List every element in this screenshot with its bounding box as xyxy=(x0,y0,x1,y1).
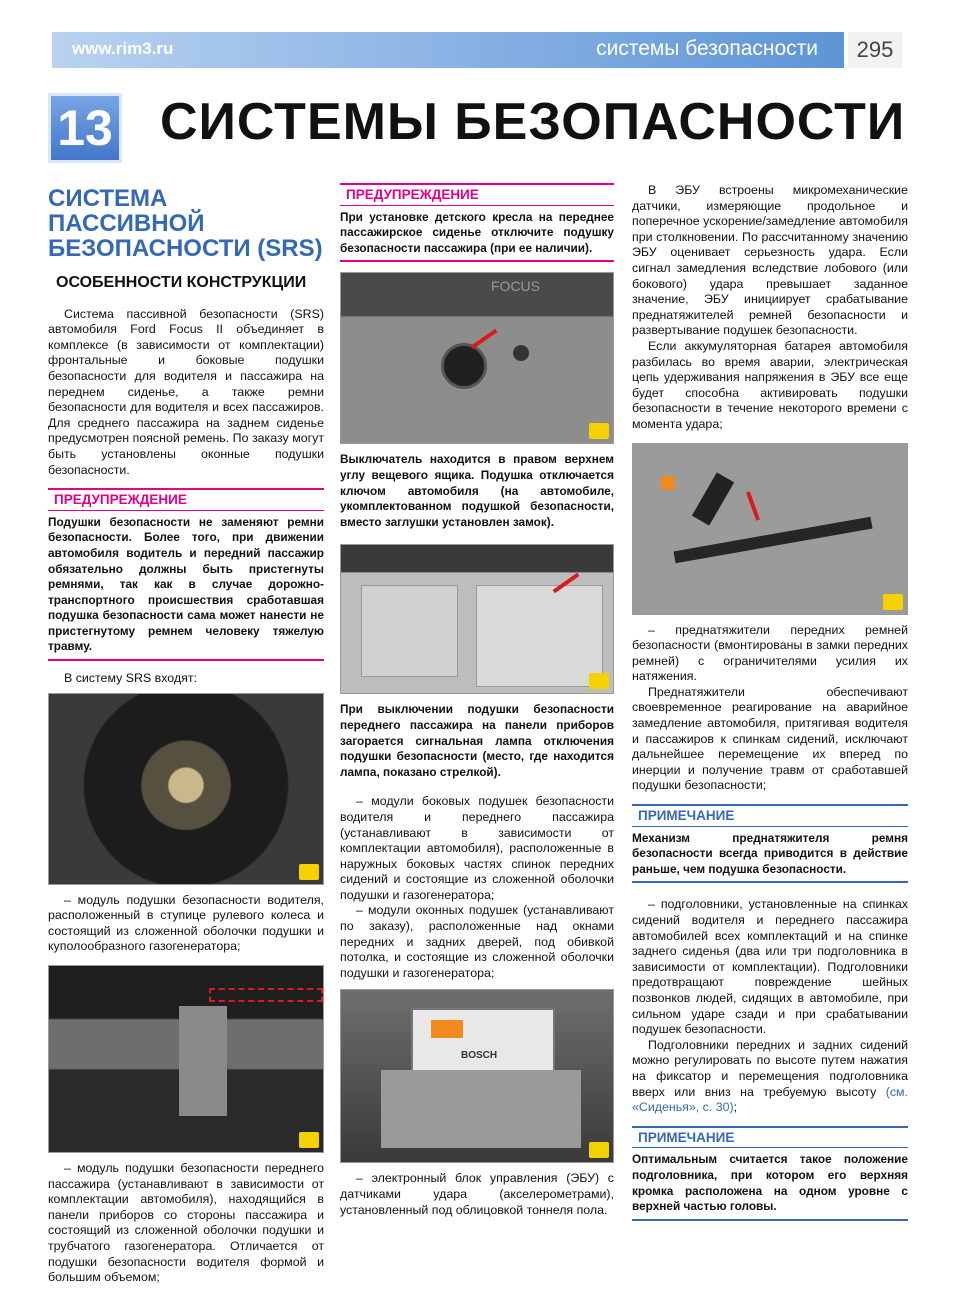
text-side-airbags: – модули боковых подушек безопасности водителя и переднего пассажира (устанавливают в зависимости от комплектации автомобиля), расположенные в наружных боковых частях спинок передних сидений и состоящие из сложенной оболочки подушки и газогенератора; xyxy=(340,794,614,902)
punctuation: ; xyxy=(733,1100,738,1115)
chapter-number-box xyxy=(48,93,122,163)
note-text: Оптимальным считается такое положение подголовника, при котором его верхняя кромка расположена на одном уровне с верхней частью головы. xyxy=(632,1152,908,1214)
photo-badge-icon xyxy=(299,864,319,880)
warning-box xyxy=(48,488,324,661)
text-window-airbags: – модули оконных подушек (устанавливают по заказу), расположенные над окнами передних и задних дверей, под обивкой потолка, и состоящие из сложенной оболочки подушки и газогенератора; xyxy=(340,903,614,980)
note-label: ПРИМЕЧАНИЕ xyxy=(632,1128,908,1149)
photo-badge-icon xyxy=(589,423,609,439)
red-arrow-icon xyxy=(746,491,760,521)
note-label: ПРИМЕЧАНИЕ xyxy=(632,806,908,827)
photo-logo-label: FOCUS xyxy=(491,278,540,295)
chapter-number: 13 xyxy=(57,100,113,156)
column-1 xyxy=(48,186,324,1286)
warning-text: Подушки безопасности не заменяют ремни безопасности. Более того, при движении автомобиля водитель и передний пассажир обязательно должны быть пристегнуты ремнями, так как в случае дорожно-транспортного происшествия сработавшая подушка безопасности сама может нанести не пристегнутому ремнем человеку тяжелую травму. xyxy=(48,514,324,654)
section-heading: СИСТЕМА ПАССИВНОЙ БЕЗОПАСНОСТИ (SRS) xyxy=(48,185,323,262)
photo-badge-icon xyxy=(589,1142,609,1158)
item-driver-airbag: – модуль подушки безопасности водителя, расположенный в ступице рулевого колеса и состоящий из сложенной оболочки подушки и куполообразного газогенератора; xyxy=(48,892,324,954)
site-url: www.rim3.ru xyxy=(72,39,174,58)
paragraph-battery: Если аккумуляторная батарея автомобиля разбилась во время аварии, электрическая цепь удерживания напряжения в ЭБУ все еще будет способна активировать подушки безопасности в течение некоторого времени с момента удара; xyxy=(632,338,908,431)
warning-label: ПРЕДУПРЕЖДЕНИЕ xyxy=(48,490,324,511)
note-text: Механизм преднатяжителя ремня безопасности всегда приводится в действие раньше, чем подушка безопасности. xyxy=(632,830,908,876)
column-3 xyxy=(632,183,908,1231)
paragraph-pretensioner-effect: Преднатяжители обеспечивают своевременное реагирование на аварийное замедление автомобиля, притягивая водителя и пассажиров к спинкам сидений, исключают дальнейшее перемещение их вперед по инерции и получение травм от сработавшей подушки безопасности; xyxy=(632,684,908,793)
dashboard-lamp-photo xyxy=(340,544,614,694)
column-2 xyxy=(340,183,614,1218)
text-ecu: – электронный блок управления (ЭБУ) с датчиками удара (акселерометрами), установленный под облицовкой тоннеля пола. xyxy=(340,1171,614,1217)
warning-label: ПРЕДУПРЕЖДЕНИЕ xyxy=(340,185,614,206)
ecu-photo xyxy=(340,989,614,1163)
section-title: системы безопасности xyxy=(596,37,818,60)
ecu-label: BOSCH xyxy=(461,1050,498,1062)
seatbelt-pretensioner-photo xyxy=(632,443,908,615)
dashboard-photo xyxy=(48,965,324,1153)
paragraph-headrest-adjust xyxy=(632,1038,908,1116)
srs-intro: В систему SRS входят: xyxy=(64,671,197,686)
photo-badge-icon xyxy=(299,1132,319,1148)
warning-text: При установке детского кресла на переднее пассажирское сиденье отключите подушку безопасности пассажира (при ее наличии). xyxy=(340,209,614,255)
note-box-1 xyxy=(632,804,908,883)
subheading: ОСОБЕННОСТИ КОНСТРУКЦИИ xyxy=(56,274,307,291)
chapter-title: СИСТЕМЫ БЕЗОПАСНОСТИ xyxy=(160,93,906,151)
page-header xyxy=(52,32,844,68)
headrest-adjust-text: Подголовники передних и задних сидений можно регулировать по высоте путем нажатия на фиксатор и перемещения подголовника вверх или вниз на требуемую высоту xyxy=(632,1037,908,1099)
red-arrow-icon xyxy=(471,329,498,349)
warning-box-2 xyxy=(340,183,614,262)
intro-paragraph: Система пассивной безопасности (SRS) автомобиля Ford Focus II объединяет в комплексе (в зависимости от комплектации) фронтальные и боковые подушки безопасности для водителя и пассажира на переднем сиденье, а также ремни безопасности для водителя и всех пассажиров. Для среднего пассажира на заднем сиденье предусмотрен поясной ремень. По заказу могут быть установлены оконные подушки безопасности. xyxy=(48,306,324,477)
glovebox-switch-photo xyxy=(340,272,614,444)
paragraph-pretensioners: – преднатяжители передних ремней безопасности (вмонтированы в замки передних ремней) с ограничителями усилия их натяжения. xyxy=(632,622,908,684)
paragraph-headrests: – подголовники, установленные на спинках сидений водителя и переднего пассажира автомобилей всех комплектаций и на спинке заднего сиденья (два или три подголовника в зависимости от комплектации). Подголовники предотвращают повреждение шейных позвонков людей, сидящих в автомобиле, при сильном ударе сзади и при срабатывании подушек безопасности. xyxy=(632,897,908,1037)
page-number: 295 xyxy=(848,32,902,68)
item-passenger-airbag: – модуль подушки безопасности переднего пассажира (устанавливают в зависимости от комплектации автомобиля), находящийся в панели приборов со стороны пассажира и состоящий из сложенной оболочки подушки и трубчатого газогенератора. Отличается от подушки безопасности водителя формой и большим объемом; xyxy=(48,1161,324,1285)
paragraph-ecu-sensors: В ЭБУ встроены микромеханические датчики, измеряющие продольное и поперечное ускорение/замедление автомобиля при столкновении. По рассчитанному значению ЭБУ оценивает серьезность удара. Если сигнал замедления вследствие лобового (или бокового) удара превышает заданное значение, ЭБУ инициирует срабатывание преднатяжителей ремней безопасности и развертывание подушек безопасности. xyxy=(632,183,908,338)
photo-badge-icon xyxy=(589,673,609,689)
caption-switch: Выключатель находится в правом верхнем углу вещевого ящика. Подушка отключается ключом автомобиля (на автомобиле, укомплектованном подушкой безопасности, вместо заглушки установлен замок). xyxy=(340,452,614,529)
seats-reference-link[interactable]: (см. «Сиденья», с. 30) xyxy=(632,1084,908,1115)
steering-airbag-photo xyxy=(48,693,324,885)
note-box-2 xyxy=(632,1126,908,1221)
photo-badge-icon xyxy=(883,594,903,610)
caption-lamp: При выключении подушки безопасности переднего пассажира на панели приборов загорается сигнальная лампа отключения подушки безопасности (место, где находится лампа, показано стрелкой). xyxy=(340,702,614,779)
